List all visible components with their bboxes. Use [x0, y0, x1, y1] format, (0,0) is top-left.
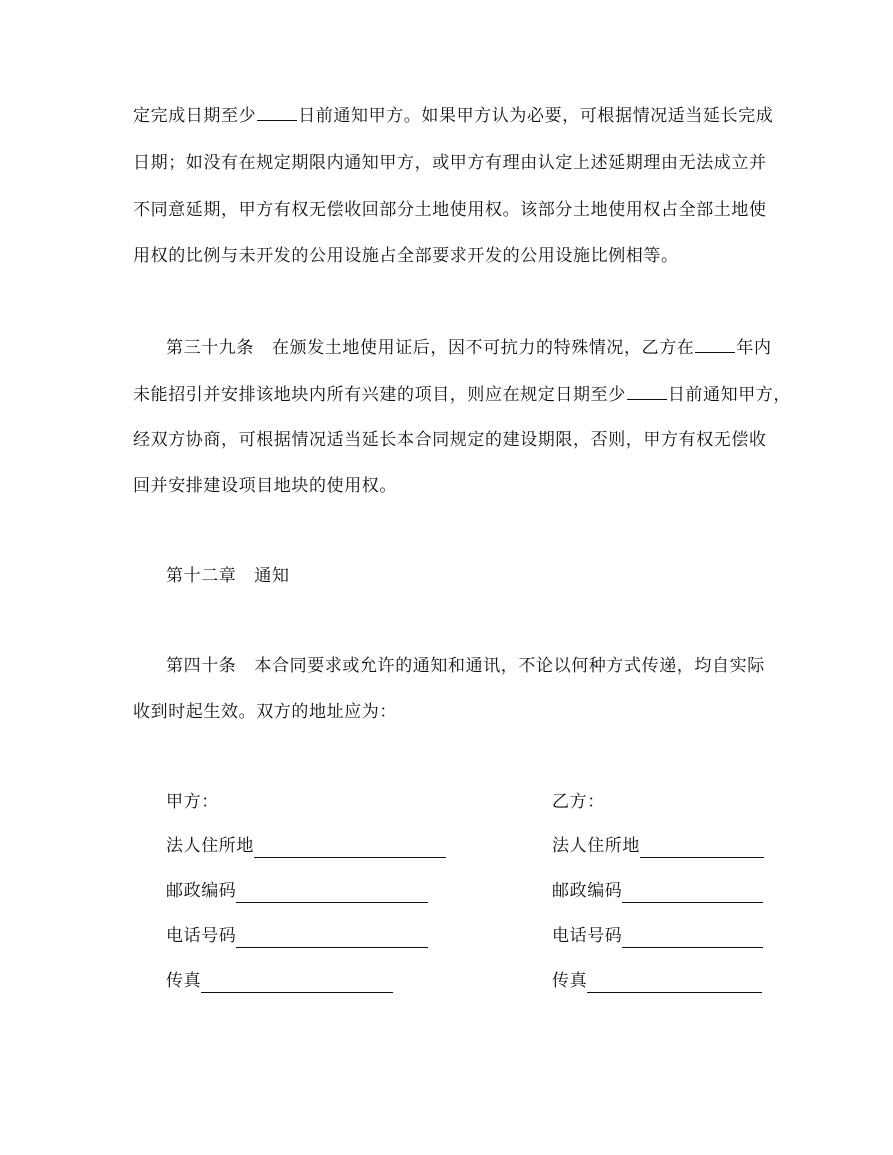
party-b-heading: 乙方：: [552, 792, 605, 812]
party-a-phone-label: 电话号码: [166, 926, 237, 946]
party-a-fax-label: 传真: [166, 971, 202, 991]
party-b-fax-field[interactable]: [587, 976, 762, 993]
chapter-number: 第十二章: [166, 566, 237, 586]
party-b-postcode-label: 邮政编码: [552, 881, 623, 901]
extension-line-4: 用权的比例与未开发的公用设施占全部要求开发的公用设施比例相等。: [133, 246, 679, 266]
article-40-line-2: 收到时起生效。双方的地址应为：: [133, 702, 397, 722]
party-a-postcode-field[interactable]: [236, 886, 428, 903]
extension-text: 日前通知甲方。如果甲方认为必要，可根据情况适当延长完成: [298, 106, 774, 126]
party-a-phone-row: [166, 924, 428, 948]
article-39-text: 在颁发土地使用证后，因不可抗力的特殊情况，乙方在: [272, 338, 695, 358]
article-39-line-2: [133, 383, 791, 407]
chapter-12-heading: [166, 564, 290, 588]
party-b-phone-label: 电话号码: [552, 926, 623, 946]
article-39-number: 第三十九条: [166, 338, 254, 358]
party-a-postcode-row: [166, 879, 428, 903]
article-39-line-3: 经双方协商，可根据情况适当延长本合同规定的建设期限，否则，甲方有权无偿收: [133, 430, 767, 450]
party-b-address-label: 法人住所地: [552, 836, 640, 856]
chapter-title: 通知: [254, 566, 290, 586]
party-a-address-field[interactable]: [254, 841, 446, 858]
article-39-text: 未能招引并安排该地块内所有兴建的项目，则应在规定日期至少: [133, 385, 626, 405]
party-a-postcode-label: 邮政编码: [166, 881, 237, 901]
years-blank[interactable]: [695, 337, 735, 353]
party-a-fax-row: [166, 969, 393, 993]
party-b-fax-label: 传真: [552, 971, 588, 991]
days-blank-2[interactable]: [627, 384, 667, 400]
extension-text: 定完成日期至少: [133, 106, 257, 126]
party-b-fax-row: [552, 969, 762, 993]
party-b-address-field[interactable]: [640, 841, 764, 858]
party-a-address-label: 法人住所地: [166, 836, 254, 856]
party-a-phone-field[interactable]: [236, 931, 428, 948]
extension-line-1: [133, 104, 773, 128]
party-b-phone-row: [552, 924, 763, 948]
party-a-heading: 甲方：: [166, 792, 219, 812]
article-40-line-1: [166, 654, 765, 678]
extension-line-2: 日期；如没有在规定期限内通知甲方，或甲方有理由认定上述延期理由无法成立并: [133, 153, 767, 173]
article-40-text: 本合同要求或允许的通知和通讯，不论以何种方式传递，均自实际: [254, 656, 765, 676]
extension-line-3: 不同意延期，甲方有权无偿收回部分土地使用权。该部分土地使用权占全部土地使: [133, 200, 767, 220]
party-b-postcode-field[interactable]: [622, 886, 763, 903]
party-b-postcode-row: [552, 879, 763, 903]
party-a-address-row: [166, 834, 446, 858]
days-blank[interactable]: [257, 105, 297, 121]
article-40-number: 第四十条: [166, 656, 237, 676]
article-39-text: 年内: [736, 338, 772, 358]
party-b-address-row: [552, 834, 764, 858]
party-b-phone-field[interactable]: [622, 931, 763, 948]
article-39-line-1: [166, 336, 772, 360]
article-39-line-4: 回并安排建设项目地块的使用权。: [133, 476, 397, 496]
article-39-text: 日前通知甲方，: [667, 385, 792, 405]
party-a-fax-field[interactable]: [201, 976, 393, 993]
